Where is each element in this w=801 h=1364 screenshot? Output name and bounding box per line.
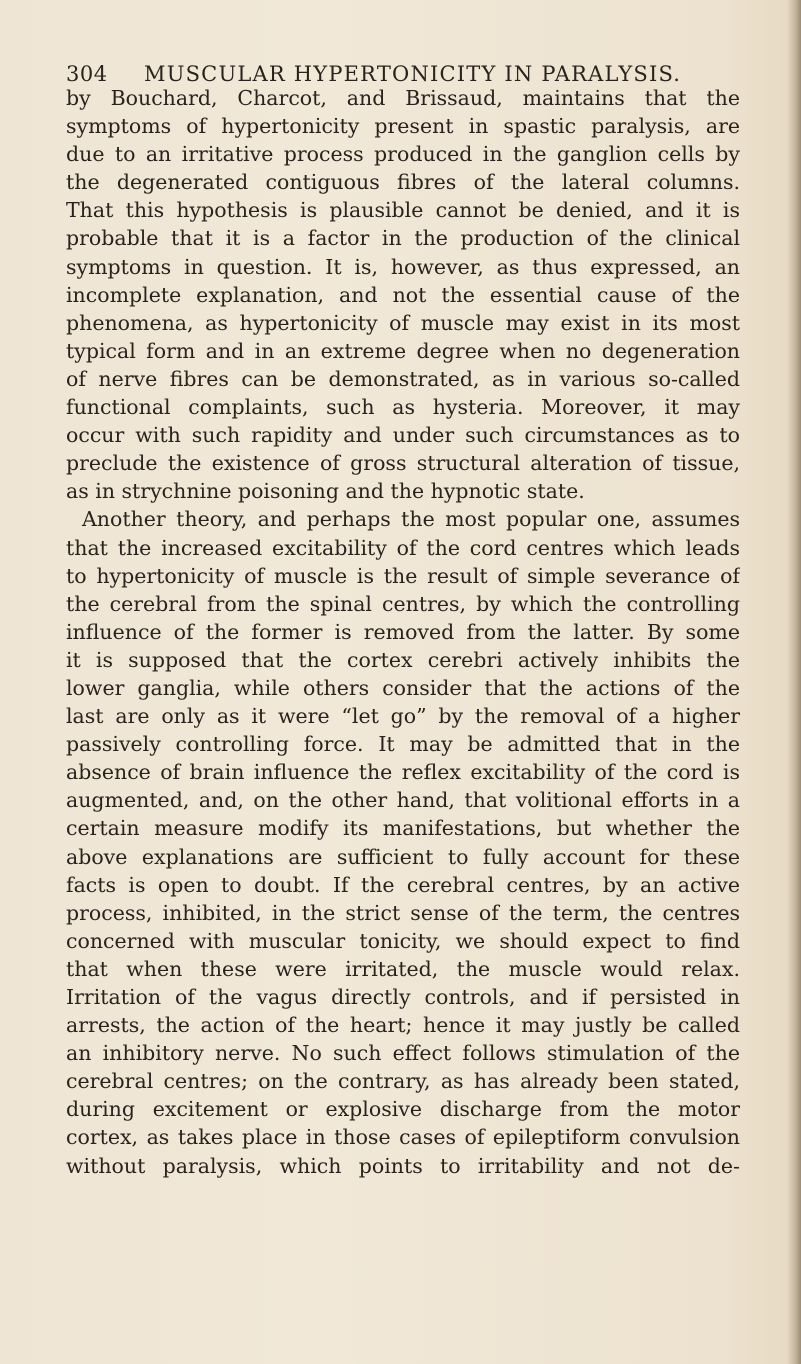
page-number: 304 bbox=[66, 62, 108, 86]
text-line: cerebral centres; on the contrary, as has already been stated, bbox=[66, 1069, 740, 1094]
text-line: Another theory, and perhaps the most popular one, assumes bbox=[82, 507, 740, 532]
text-line: to hypertonicity of muscle is the result of simple severance of bbox=[66, 563, 740, 588]
text-line: functional complaints, such as hysteria. Moreover, it may bbox=[66, 395, 740, 420]
text-line: probable that it is a factor in the production of the clinical bbox=[66, 226, 740, 251]
text-line: that the increased excitability of the cord centres which leads bbox=[66, 535, 740, 560]
text-line: phenomena, as hypertonicity of muscle may exist in its most bbox=[66, 310, 740, 335]
text-line: preclude the existence of gross structural alteration of tissue, bbox=[66, 451, 740, 476]
text-line: that when these were irritated, the muscle would relax. bbox=[66, 956, 740, 981]
text-line: of nerve fibres can be demonstrated, as in various so-called bbox=[66, 366, 740, 391]
text-line: process, inhibited, in the strict sense of the term, the centres bbox=[66, 900, 740, 925]
body-text bbox=[66, 84, 740, 1180]
text-line: concerned with muscular tonicity, we should expect to find bbox=[66, 928, 740, 953]
page-edge-shadow bbox=[787, 0, 801, 1364]
text-line: passively controlling force. It may be admitted that in the bbox=[66, 732, 740, 757]
text-line: arrests, the action of the heart; hence it may justly be called bbox=[66, 1013, 740, 1038]
text-line: augmented, and, on the other hand, that volitional efforts in a bbox=[66, 788, 740, 813]
text-line: influence of the former is removed from the latter. By some bbox=[66, 619, 740, 644]
text-line: an inhibitory nerve. No such effect follows stimulation of the bbox=[66, 1041, 740, 1066]
text-line: certain measure modify its manifestations, but whether the bbox=[66, 816, 740, 841]
text-line: That this hypothesis is plausible cannot be denied, and it is bbox=[66, 198, 740, 223]
text-line: it is supposed that the cortex cerebri actively inhibits the bbox=[66, 647, 740, 672]
text-line: incomplete explanation, and not the essential cause of the bbox=[66, 282, 740, 307]
text-line: as in strychnine poisoning and the hypnotic state. bbox=[66, 479, 585, 504]
text-line: occur with such rapidity and under such circumstances as to bbox=[66, 423, 740, 448]
text-line: last are only as it were “let go” by the removal of a higher bbox=[66, 704, 740, 729]
text-line: absence of brain influence the reflex excitability of the cord is bbox=[66, 760, 740, 785]
running-title: MUSCULAR HYPERTONICITY IN PARALYSIS. bbox=[144, 62, 682, 86]
text-line: symptoms in question. It is, however, as thus expressed, an bbox=[66, 254, 740, 279]
text-line: Irritation of the vagus directly controls, and if persisted in bbox=[66, 985, 740, 1009]
text-line: by Bouchard, Charcot, and Brissaud, maintains that the bbox=[66, 86, 740, 110]
text-line: above explanations are sufficient to fully account for these bbox=[66, 844, 740, 869]
text-line: the degenerated contiguous fibres of the lateral columns. bbox=[66, 170, 740, 195]
text-line: cortex, as takes place in those cases of epileptiform convulsion bbox=[66, 1125, 740, 1150]
text-line: the cerebral from the spinal centres, by which the controlling bbox=[66, 591, 740, 616]
text-line: symptoms of hypertonicity present in spastic paralysis, are bbox=[66, 114, 740, 139]
text-line: lower ganglia, while others consider that the actions of the bbox=[66, 675, 740, 700]
text-line: due to an irritative process produced in the ganglion cells by bbox=[66, 142, 740, 167]
text-line: during excitement or explosive discharge from the motor bbox=[66, 1097, 740, 1122]
text-line: facts is open to doubt. If the cerebral centres, by an active bbox=[66, 872, 740, 897]
text-line: without paralysis, which points to irritability and not de- bbox=[66, 1153, 740, 1178]
text-line: typical form and in an extreme degree when no degeneration bbox=[66, 338, 740, 363]
